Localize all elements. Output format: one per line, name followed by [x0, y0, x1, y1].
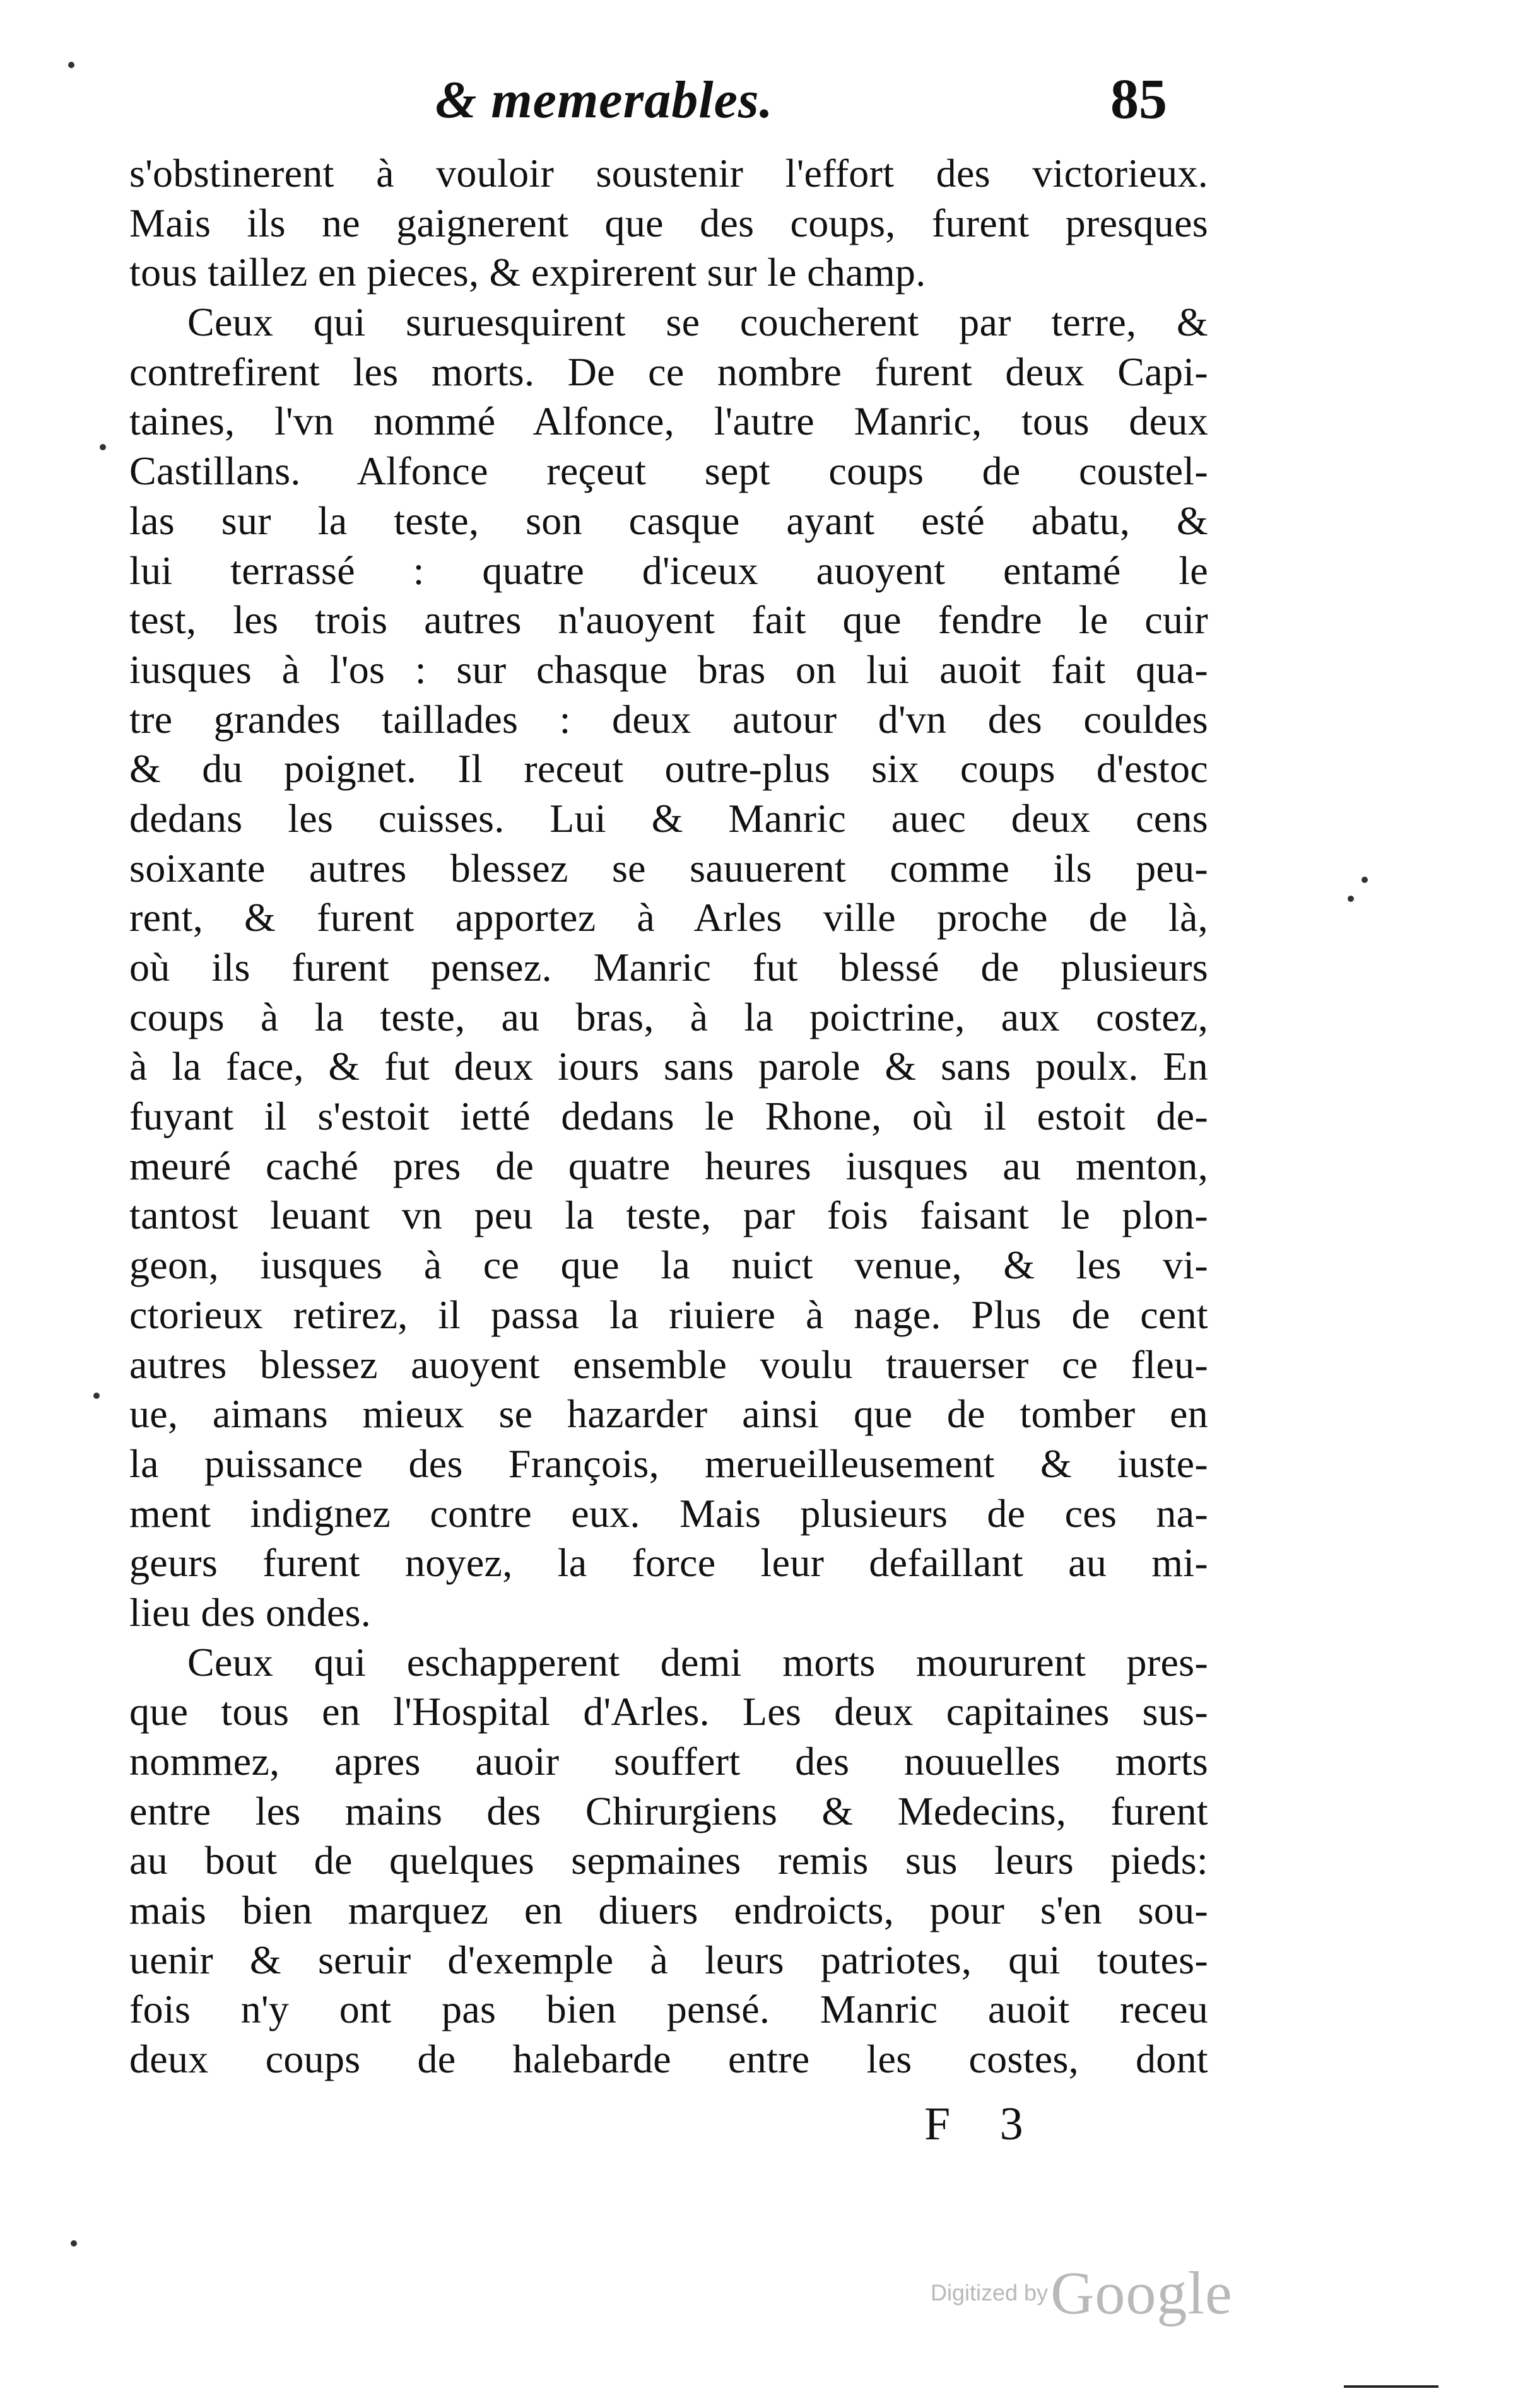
text-line: iusques à l'os : sur chasque bras on lui auoit fait qua- [129, 646, 1208, 692]
text-line: coups à la teste, au bras, à la poictrine, aux costez, [129, 994, 1208, 1039]
text-line: Ceux qui suruesquirent se coucherent par terre, & [187, 300, 1208, 345]
text-line: lieu des ondes. [129, 1589, 372, 1635]
text-line: tous taillez en pieces, & expirerent sur le champ. [129, 250, 926, 295]
body-text [129, 149, 1208, 2084]
text-line: Ceux qui eschapperent demi morts moururent pres- [187, 1639, 1208, 1685]
scan-speck [1361, 877, 1368, 883]
text-line: tantost leuant vn peu la teste, par fois faisant le plon- [129, 1193, 1208, 1238]
text-line: que tous en l'Hospital d'Arles. Les deux capitaines sus- [129, 1689, 1208, 1734]
text-line: Mais ils ne gaignerent que des coups, furent presques [129, 200, 1208, 245]
text-line: soixante autres blessez se sauuerent comme ils peu- [129, 845, 1208, 891]
scan-speck [68, 62, 74, 68]
text-line: rent, & furent apportez à Arles ville proche de là, [129, 895, 1208, 940]
text-line: las sur la teste, son casque ayant esté abatu, & [129, 498, 1208, 543]
text-line: ctorieux retirez, il passa la riuiere à nage. Plus de cent [129, 1292, 1208, 1337]
text-line: taines, l'vn nommé Alfonce, l'autre Manric, tous deux [129, 399, 1208, 444]
text-line: geon, iusques à ce que la nuict venue, & les vi- [129, 1242, 1208, 1288]
text-line: dedans les cuisses. Lui & Manric auec deux cens [129, 795, 1208, 841]
text-line: autres blessez auoyent ensemble voulu trauerser ce fleu- [129, 1341, 1208, 1387]
page-header [0, 69, 1523, 145]
text-line: ment indignez contre eux. Mais plusieurs de ces na- [129, 1490, 1208, 1536]
scan-speck [1348, 896, 1354, 902]
text-line: s'obstinerent à vouloir soustenir l'effort des victorieux. [129, 151, 1208, 196]
text-line: où ils furent pensez. Manric fut blessé de plusieurs [129, 945, 1208, 990]
page-number: 85 [1110, 68, 1167, 131]
scan-speck [93, 1393, 100, 1399]
scan-edge-mark [1344, 2385, 1438, 2388]
text-line: fuyant il s'estoit ietté dedans le Rhone, où il estoit de- [129, 1094, 1208, 1139]
text-line: fois n'y ont pas bien pensé. Manric auoit receu [129, 1987, 1208, 2032]
watermark-logo-text: Google [1050, 2259, 1233, 2327]
text-line: test, les trois autres n'auoyent fait que fendre le cuir [129, 597, 1208, 643]
text-line: contrefirent les morts. De ce nombre furent deux Capi- [129, 349, 1208, 394]
text-line: meuré caché pres de quatre heures iusques au menton, [129, 1143, 1208, 1188]
text-line: entre les mains des Chirurgiens & Medecins, furent [129, 1788, 1208, 1833]
text-line: uenir & seruir d'exemple à leurs patriotes, qui toutes- [129, 1937, 1208, 1982]
text-line: la puissance des François, merueilleusement & iuste- [129, 1441, 1208, 1486]
text-line: lui terrassé : quatre d'iceux auoyent entamé le [129, 547, 1208, 593]
digitized-watermark [931, 2258, 1233, 2328]
scan-speck [71, 2240, 77, 2247]
text-line: mais bien marquez en diuers endroicts, pour s'en sou- [129, 1888, 1208, 1933]
text-line: à la face, & fut deux iours sans parole & sans poulx. En [129, 1044, 1208, 1089]
text-line: Castillans. Alfonce reçeut sept coups de coustel- [129, 448, 1208, 494]
text-line: geurs furent noyez, la force leur defaillant au mi- [129, 1540, 1208, 1586]
watermark-small-text: Digitized by [931, 2279, 1049, 2306]
scan-speck [100, 444, 106, 450]
text-line: & du poignet. Il receut outre-plus six coups d'estoc [129, 746, 1208, 792]
text-line: tre grandes taillades : deux autour d'vn des couldes [129, 696, 1208, 742]
text-line: nommez, apres auoir souffert des nouuelles morts [129, 1739, 1208, 1784]
running-title: & memerables. [435, 71, 773, 129]
text-line: deux coups de halebarde entre les costes, dont [129, 2037, 1208, 2082]
text-line: ue, aimans mieux se hazarder ainsi que de tomber en [129, 1391, 1208, 1437]
signature-mark: F 3 [924, 2098, 1042, 2150]
text-line: au bout de quelques sepmaines remis sus leurs pieds: [129, 1838, 1208, 1883]
